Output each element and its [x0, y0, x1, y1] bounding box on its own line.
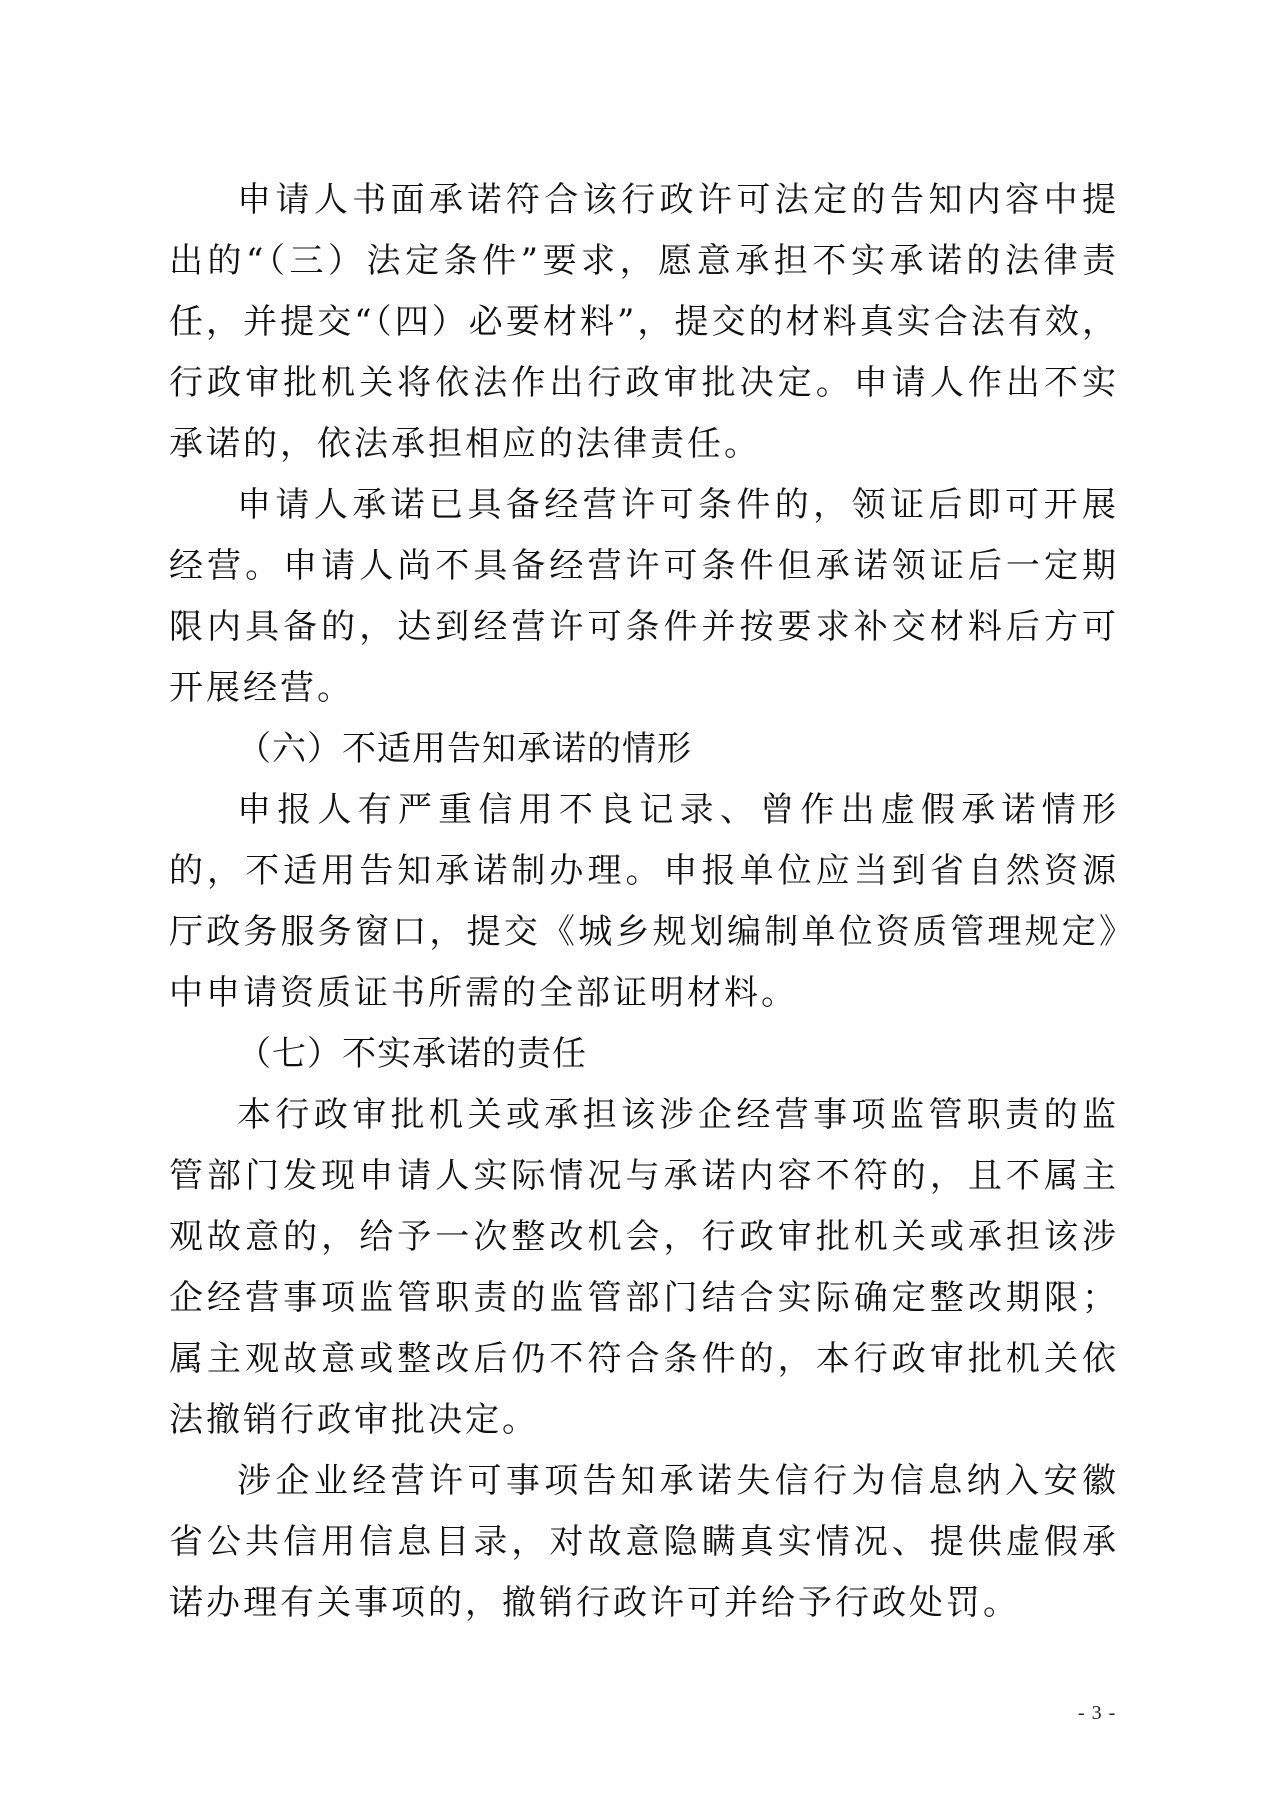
paragraph-commitment: 申请人书面承诺符合该行政许可法定的告知内容中提出的“（三）法定条件”要求，愿意承担不实承诺的法律责任，并提交“（四）必要材料”，提交的材料真实合法有效，行政审批机关将依法作出行政审批决定。申请人作出不实承诺的，依法承担相应的法律责任。 — [169, 180, 1119, 464]
section-heading-six: （六）不适用告知承诺的情形 — [237, 729, 692, 769]
paragraph-false-commitment: 本行政审批机关或承担该涉企经营事项监管职责的监管部门发现申请人实际情况与承诺内容不符的，且不属主观故意的，给予一次整改机会，行政审批机关或承担该涉企经营事项监管职责的监管部门结合实际确定整改期限；属主观故意或整改后仍不符合条件的，本行政审批机关依法撤销行政审批决定。 — [169, 1095, 1119, 1440]
section-heading-seven: （七）不实承诺的责任 — [237, 1034, 587, 1074]
paragraph-credit-record: 涉企业经营许可事项告知承诺失信行为信息纳入安徽省公共信用信息目录，对故意隐瞒真实情况、提供虚假承诺办理有关事项的，撤销行政许可并给予行政处罚。 — [169, 1461, 1119, 1623]
page-number: - 3 - — [1078, 1702, 1117, 1724]
paragraph-license-conditions: 申请人承诺已具备经营许可条件的，领证后即可开展经营。申请人尚不具备经营许可条件但承诺领证后一定期限内具备的，达到经营许可条件并按要求补交材料后方可开展经营。 — [169, 485, 1119, 708]
document-body — [169, 170, 1119, 1634]
paragraph-not-applicable: 申报人有严重信用不良记录、曾作出虚假承诺情形的，不适用告知承诺制办理。申报单位应当到省自然资源厅政务服务窗口，提交《城乡规划编制单位资质管理规定》中申请资质证书所需的全部证明材料。 — [169, 790, 1119, 1013]
